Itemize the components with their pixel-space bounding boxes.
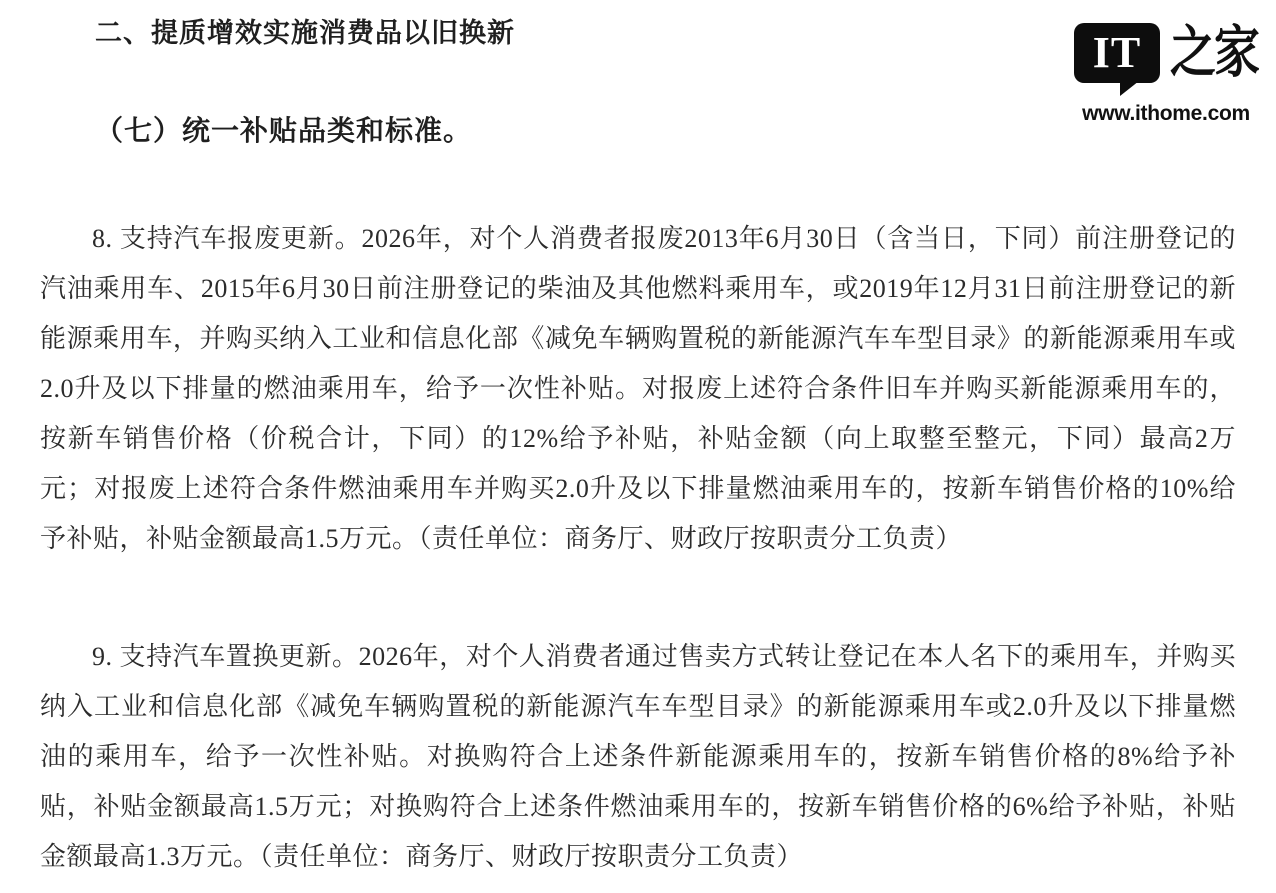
ithome-watermark xyxy=(1074,16,1258,126)
speech-bubble-tail xyxy=(1120,81,1139,96)
ithome-logo-zhijia-text: 之家 xyxy=(1170,21,1258,84)
ithome-logo xyxy=(1074,16,1258,90)
paragraph-9: 9. 支持汽车置换更新。2026年，对个人消费者通过售卖方式转让登记在本人名下的乘用车，并购买纳入工业和信息化部《减免车辆购置税的新能源汽车车型目录》的新能源乘用车或2.0升及以下排量燃油的乘用车，给予一次性补贴。对换购符合上述条件新能源乘用车的，按新车销售价格的8%给予补贴，补贴金额最高1.5万元；对换购符合上述条件燃油乘用车的，按新车销售价格的6%给予补贴，补贴金额最高1.3万元。（责任单位：商务厅、财政厅按职责分工负责） xyxy=(40,642,1236,871)
subsection-heading: （七）统一补贴品类和标准。 xyxy=(95,116,473,147)
ithome-url-text: www.ithome.com xyxy=(1082,102,1250,125)
section-heading: 二、提质增效实施消费品以旧换新 xyxy=(95,18,515,48)
ithome-speech-bubble-icon xyxy=(1074,23,1160,83)
paragraph-8: 8. 支持汽车报废更新。2026年，对个人消费者报废2013年6月30日（含当日，下同）前注册登记的汽油乘用车、2015年6月30日前注册登记的柴油及其他燃料乘用车，或2019年12月31日前注册登记的新能源乘用车，并购买纳入工业和信息化部《减免车辆购置税的新能源汽车车型目录》的新能源乘用车或2.0升及以下排量的燃油乘用车，给予一次性补贴。对报废上述符合条件旧车并购买新能源乘用车的，按新车销售价格（价税合计，下同）的12%给予补贴，补贴金额（向上取整至整元，下同）最高2万元；对报废上述符合条件燃油乘用车并购买2.0升及以下排量燃油乘用车的，按新车销售价格的10%给予补贴，补贴金额最高1.5万元。（责任单位：商务厅、财政厅按职责分工负责） xyxy=(40,224,1236,553)
ithome-logo-it-text: IT xyxy=(1092,28,1142,77)
